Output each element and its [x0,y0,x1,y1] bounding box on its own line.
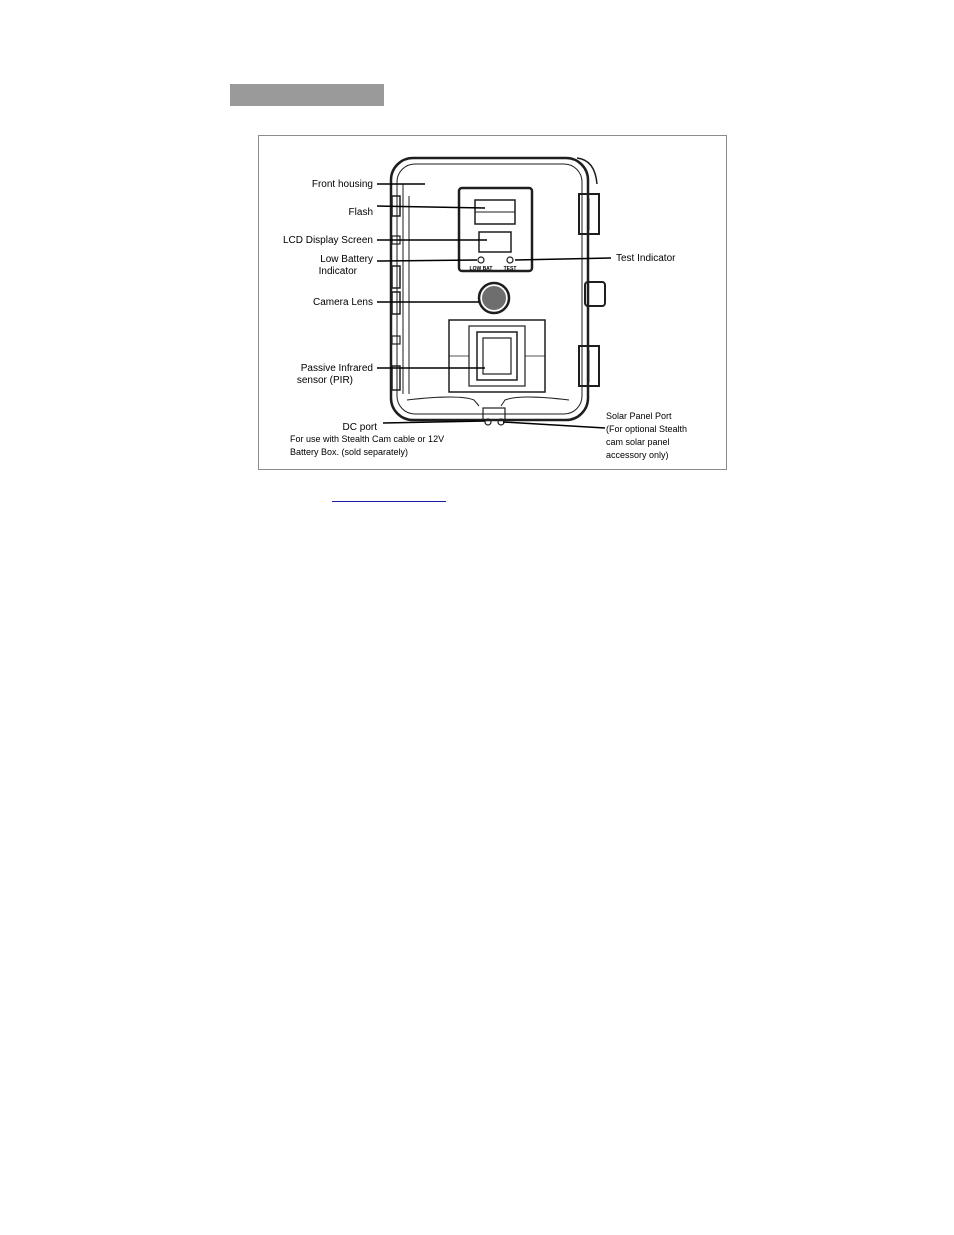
label-solar-4: accessory only) [606,450,669,460]
tag-low-bat: LOW BAT [469,266,493,272]
label-pir-2: sensor (PIR) [296,375,353,386]
hyperlink-underline[interactable] [332,501,446,502]
label-dc-port: DC port [342,422,377,433]
label-camera-lens: Camera Lens [312,297,373,308]
label-dc-note-1: For use with Stealth Cam cable or 12V [290,434,445,444]
label-solar-2: (For optional Stealth [606,424,688,434]
label-solar-1: Solar Panel Port [606,411,672,421]
label-front-housing: Front housing [311,179,373,190]
label-flash: Flash [348,207,373,218]
lens-glass [482,286,506,310]
camera-diagram-svg [259,136,728,471]
tag-test: TEST [503,266,517,272]
section-title-bar [230,84,384,106]
label-low-battery-2: Indicator [318,266,357,277]
label-test-indicator: Test Indicator [616,253,676,264]
label-dc-note-2: Battery Box. (sold separately) [290,447,409,457]
camera-diagram [258,135,727,470]
label-lcd: LCD Display Screen [282,235,373,246]
label-solar-3: cam solar panel [606,437,670,447]
label-pir-1: Passive Infrared [300,363,373,374]
label-low-battery-1: Low Battery [320,254,373,265]
